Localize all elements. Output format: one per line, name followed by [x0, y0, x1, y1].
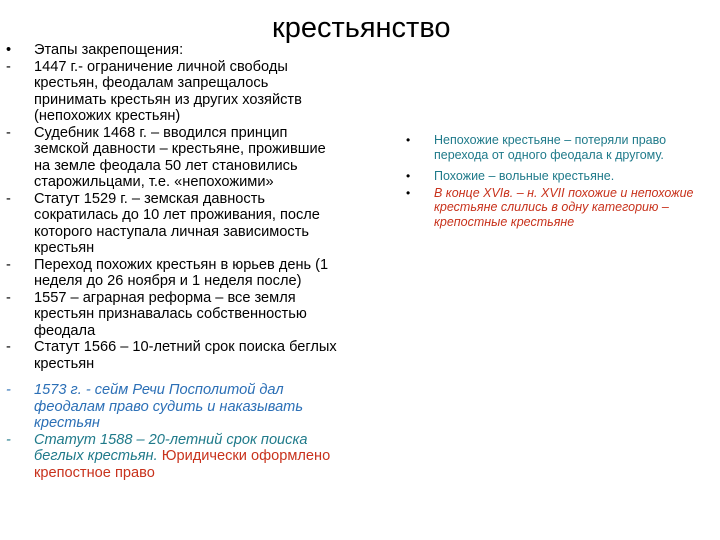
list-item-text: Статут 1529 г. – земская давность сократилась до 10 лет проживания, после которого наступала личная зависимость крестьян	[34, 190, 320, 256]
list-item	[4, 382, 344, 432]
list-item	[4, 339, 344, 372]
list-item	[4, 432, 344, 482]
dash-marker: -	[6, 190, 11, 207]
bullet-marker: •	[406, 185, 411, 200]
list-item	[4, 59, 344, 125]
list-item-text: Судебник 1468 г. – вводился принцип земской давности – крестьяне, прожившие на земле феодала 50 лет становились старожильцами, т.е. «непохожими»	[34, 124, 326, 190]
list-item-text: Статут 1566 – 10-летний срок поиска беглых крестьян	[34, 339, 337, 372]
dash-marker: -	[6, 431, 11, 448]
list-item-text: В конце XVIв. – н. XVII похожие и непохожие крестьяне слились в одну категорию – крепостные крестьяне	[434, 185, 694, 229]
list-item-text: Непохожие крестьяне – потеряли право перехода от одного феодала к другому.	[434, 133, 667, 162]
dash-marker: -	[6, 256, 11, 273]
dash-marker: -	[6, 289, 11, 306]
list-item	[406, 169, 696, 184]
bullet-marker: •	[406, 133, 411, 147]
list-item-text: 1447 г.- ограничение личной свободы крестьян, феодалам запрещалось принимать крестьян из других хозяйств (непохожих крестьян)	[34, 58, 302, 124]
dash-marker: -	[6, 339, 11, 355]
list-item	[406, 186, 696, 230]
bullet-marker: •	[406, 169, 411, 184]
dash-marker: -	[6, 124, 11, 141]
page-title: крестьянство	[272, 12, 451, 44]
bullet-marker: •	[6, 42, 12, 58]
list-item	[4, 257, 344, 290]
spacer	[4, 372, 344, 382]
list-item-text: 1573 г. - сейм Речи Посполитой дал феодалам право судить и наказывать крестьян	[34, 382, 304, 431]
list-item-text: 1557 – аграрная реформа – все земля крестьян признавалась собственностью феодала	[34, 289, 307, 339]
list-item-text: Статут 1588 – 20-летний срок поиска беглых крестьян.	[34, 431, 308, 464]
dash-marker: -	[6, 382, 11, 398]
list-item-suffix: Юридически оформлено крепостное право	[34, 448, 331, 481]
list-item	[4, 290, 344, 340]
list-item-text: Переход похожих крестьян в юрьев день (1 неделя до 26 ноября и 1 неделя после)	[34, 256, 329, 289]
heading-item	[4, 42, 344, 59]
list-item	[4, 125, 344, 191]
list-item	[4, 191, 344, 257]
dash-marker: -	[6, 58, 11, 75]
left-column	[4, 42, 344, 481]
right-column	[406, 133, 696, 230]
list-item	[406, 133, 696, 162]
list-item-text: Похожие – вольные крестьяне.	[434, 169, 615, 184]
heading-text: Этапы закрепощения:	[34, 42, 184, 58]
